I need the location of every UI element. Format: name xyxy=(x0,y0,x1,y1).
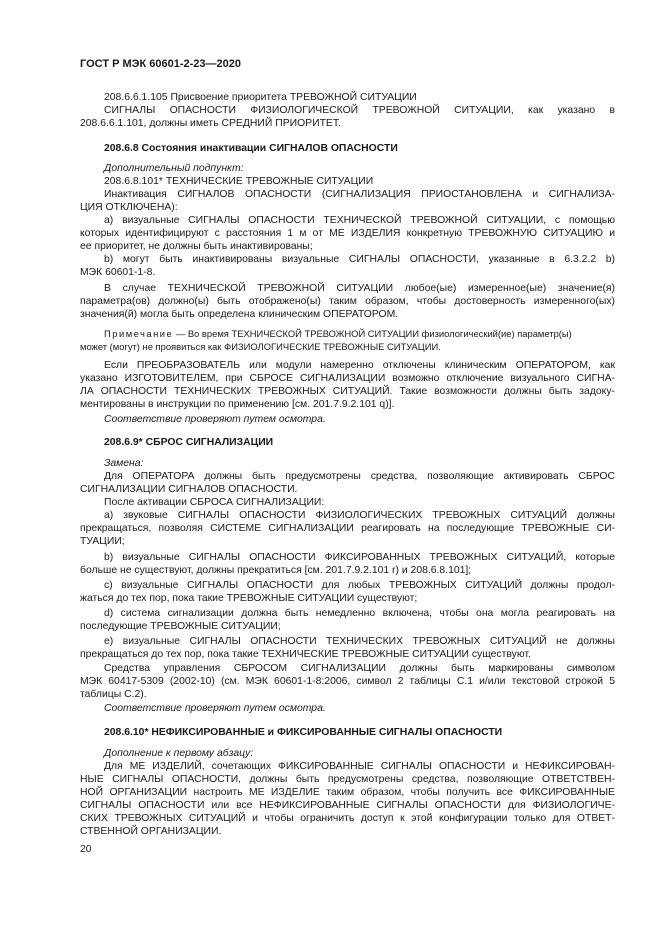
text-line: После активации СБРОСА СИГНАЛИЗАЦИИ: xyxy=(104,497,325,508)
text-line: СТВЕННОЙ ОРГАНИЗАЦИИ. xyxy=(80,826,222,837)
clause-title: 208.6.8.101* ТЕХНИЧЕСКИЕ ТРЕВОЖНЫЕ СИТУАЦИИ xyxy=(104,176,374,187)
text-line: с) визуальные СИГНАЛЫ ОПАСНОСТИ для любых ТРЕВОЖНЫХ СИТУАЦИЙ должны продол- xyxy=(104,580,615,591)
clause-title: 208.6.6.1.105 Присвоение приоритета ТРЕВОЖНОЙ СИТУАЦИИ xyxy=(104,92,417,103)
text-line: жаться до тех пор, пока такие ТРЕВОЖНЫЕ СИТУАЦИИ существуют; xyxy=(80,593,418,604)
text-line: МЭК 60417-5309 (2002-10) (см. МЭК 60601-1-8:2006, символ 2 таблицы С.1 и/или текстовой строкой 5 xyxy=(80,676,615,687)
text-line: Для ОПЕРАТОРА должны быть предусмотрены средства, позволяющие активировать СБРОС xyxy=(104,471,615,482)
text-line: СИГНАЛИЗАЦИИ СИГНАЛОВ ОПАСНОСТИ. xyxy=(80,484,298,495)
text-line: Средства управления СБРОСОМ СИГНАЛИЗАЦИИ должны быть маркированы символом xyxy=(104,663,615,674)
text-line: ментированы в инструкции по применению [см. 201.7.9.2.101 q)]. xyxy=(80,399,395,410)
text-line: ЛА ОПАСНОСТИ ТЕХНИЧЕСКИХ ТРЕВОЖНЫХ СИТУАЦИЙ. Такие возможности должны быть задоку- xyxy=(80,386,615,397)
text-line: больше не существуют, должны прекратиться [см. 201.7.9.2.101 r) и 208.6.8.101]; xyxy=(80,565,472,576)
note-text: — Во время ТЕХНИЧЕСКОЙ ТРЕВОЖНОЙ СИТУАЦИИ физиологический(ие) параметр(ы) xyxy=(175,328,572,339)
text-line: Инактивация СИГНАЛОВ ОПАСНОСТИ (СИГНАЛИЗАЦИЯ ПРИОСТАНОВЛЕНА и СИГНАЛИЗА- xyxy=(104,189,615,200)
text-line: В случае ТЕХНИЧЕСКОЙ ТРЕВОЖНОЙ СИТУАЦИИ любое(ые) измеренное(ые) значение(я) xyxy=(104,283,615,294)
page-number: 20 xyxy=(80,844,92,855)
section-heading: 208.6.10* НЕФИКСИРОВАННЫЕ и ФИКСИРОВАННЫЕ СИГНАЛЫ ОПАСНОСТИ xyxy=(104,727,503,738)
section-heading: 208.6.9* СБРОС СИГНАЛИЗАЦИИ xyxy=(104,437,274,448)
text-line: ЦИЯ ОТКЛЮЧЕНА): xyxy=(80,202,178,213)
text-line: СИГНАЛЫ ОПАСНОСТИ ФИЗИОЛОГИЧЕСКОЙ ТРЕВОЖНОЙ СИТУАЦИИ, как указано в xyxy=(104,105,615,116)
text-line: СИГНАЛЫ ОПАСНОСТИ или все НЕФИКСИРОВАННЫЕ СИГНАЛЫ ОПАСНОСТИ для ФИЗИОЛОГИЧЕ- xyxy=(80,800,615,811)
text-line: которых идентифицируют с расстояния 1 м от МЕ ИЗДЕЛИЯ конкретную ТРЕВОЖНУЮ СИТУАЦИЮ и xyxy=(80,228,615,239)
text-line: таблицы С.2). xyxy=(80,689,147,700)
text-line: ТУАЦИИ; xyxy=(80,536,125,547)
text-line: СКИХ ТРЕВОЖНЫХ СИТУАЦИЙ и чтобы ограничить доступ к этой конфигурации только для ОТВЕТ- xyxy=(80,813,615,824)
text-line: значения(й) могла быть определена клиническим ОПЕРАТОРОМ. xyxy=(80,309,399,320)
text-line: b) могут быть инактивированы визуальные СИГНАЛЫ ОПАСНОСТИ, указанные в 6.3.2.2 b) xyxy=(104,254,615,265)
italic-note: Дополнительный подпункт: xyxy=(104,163,244,174)
text-line: Если ПРЕОБРАЗОВАТЕЛЬ или модули намеренно отключены клиническим ОПЕРАТОРОМ, как xyxy=(104,360,615,371)
text-line: параметра(ов) должно(ы) быть отображено(ы) таким образом, чтобы достоверность измеренного(ых) xyxy=(80,296,615,307)
text-line: НОЙ ОРГАНИЗАЦИИ настроить МЕ ИЗДЕЛИЕ таким образом, чтобы получить все ФИКСИРОВАННЫЕ xyxy=(80,787,615,798)
text-line: 208.6.6.1.101, должны иметь СРЕДНИЙ ПРИОРИТЕТ. xyxy=(80,118,341,129)
text-line: прекращаться, позволяя СИСТЕМЕ СИГНАЛИЗАЦИИ реагировать на последующие ТРЕВОЖНЫЕ СИ- xyxy=(80,523,615,534)
text-line: ее приоритет, не должны быть инактивированы; xyxy=(80,241,313,252)
italic-note: Замена: xyxy=(104,458,144,469)
section-heading: 208.6.8 Состояния инактивации СИГНАЛОВ ОПАСНОСТИ xyxy=(104,143,398,154)
italic-note: Дополнение к первому абзацу: xyxy=(104,748,254,759)
text-line: последующие ТРЕВОЖНЫЕ СИТУАЦИИ; xyxy=(80,621,281,632)
text-line: Для МЕ ИЗДЕЛИЙ, сочетающих ФИКСИРОВАННЫЕ СИГНАЛЫ ОПАСНОСТИ и НЕФИКСИРОВАН- xyxy=(104,761,615,772)
text-line: d) система сигнализации должна быть немедленно включена, чтобы она могла реагировать на xyxy=(104,608,615,619)
text-line: МЭК 60601-1-8. xyxy=(80,267,156,278)
text-line: НЫЕ СИГНАЛЫ ОПАСНОСТИ, должны быть предусмотрены средства, позволяющие ОТВЕТСТВЕН- xyxy=(80,774,615,785)
text-line: b) визуальные СИГНАЛЫ ОПАСНОСТИ ФИКСИРОВАННЫХ ТРЕВОЖНЫХ СИТУАЦИЙ, которые xyxy=(104,552,615,563)
note-label: Примечание xyxy=(104,328,174,339)
compliance-note: Соответствие проверяют путем осмотра. xyxy=(104,414,326,425)
note-line xyxy=(104,328,572,340)
document-header: ГОСТ Р МЭК 60601-2-23—2020 xyxy=(80,58,241,70)
compliance-note: Соответствие проверяют путем осмотра. xyxy=(104,703,326,714)
text-line: а) звуковые СИГНАЛЫ ОПАСНОСТИ ФИЗИОЛОГИЧЕСКИХ ТРЕВОЖНЫХ СИТУАЦИЙ должны xyxy=(104,510,615,521)
text-line: указано ИЗГОТОВИТЕЛЕМ, при СБРОСЕ СИГНАЛИЗАЦИИ возможно отключение визуального СИГНА- xyxy=(80,373,615,384)
text-line: прекращаться до тех пор, пока такие ТЕХНИЧЕСКИЕ ТРЕВОЖНЫЕ СИТУАЦИИ существуют. xyxy=(80,649,531,660)
text-line: а) визуальные СИГНАЛЫ ОПАСНОСТИ ТЕХНИЧЕСКОЙ ТРЕВОЖНОЙ СИТУАЦИИ, с помощью xyxy=(104,215,615,226)
note-line: может (могут) не проявиться как ФИЗИОЛОГИЧЕСКИЕ ТРЕВОЖНЫЕ СИТУАЦИИ. xyxy=(80,341,441,352)
text-line: е) визуальные СИГНАЛЫ ОПАСНОСТИ ТЕХНИЧЕСКИХ ТРЕВОЖНЫХ СИТУАЦИЙ не должны xyxy=(104,636,615,647)
